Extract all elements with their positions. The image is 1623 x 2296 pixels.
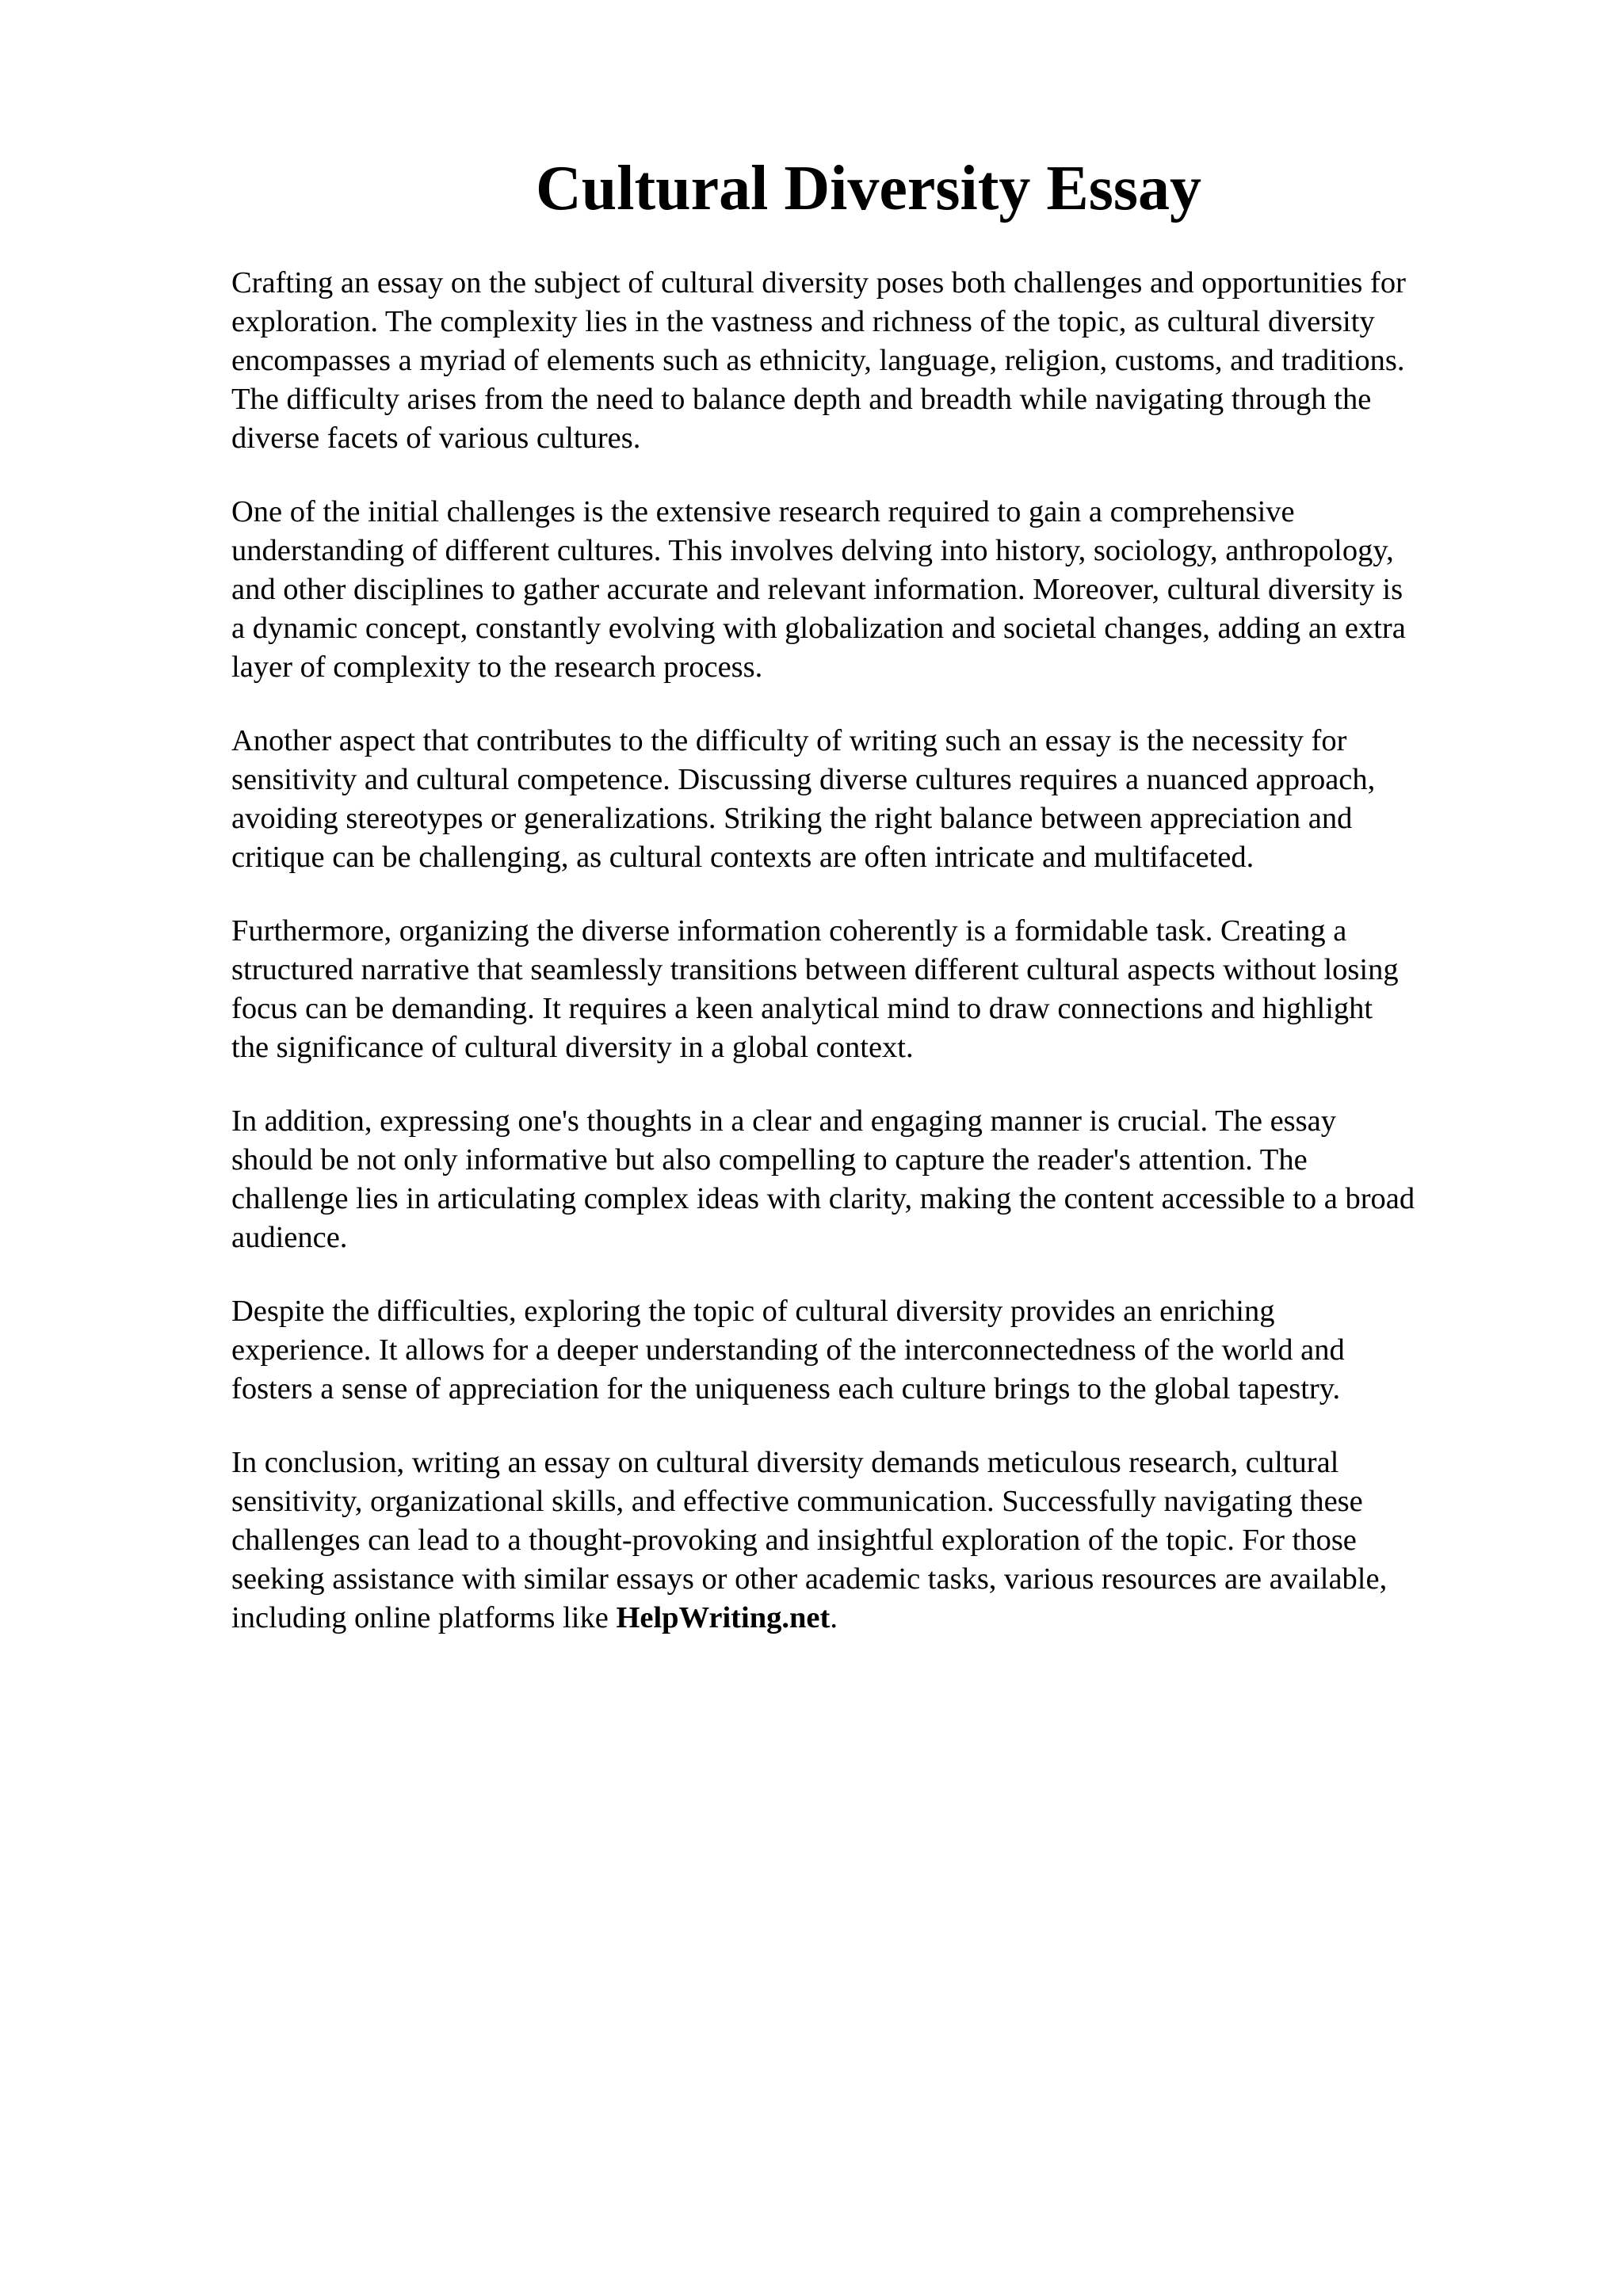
text-line: encompasses a myriad of elements such as ethnicity, language, religion, customs, and traditions.: [231, 344, 1405, 377]
text-line: and other disciplines to gather accurate and relevant information. Moreover, cultural diversity is: [231, 573, 1403, 606]
text-line: should be not only informative but also compelling to capture the reader's attention. The: [231, 1143, 1308, 1177]
paragraph-3: [231, 722, 1515, 877]
text-line: audience.: [231, 1221, 348, 1254]
paragraph-2: [231, 493, 1515, 687]
paragraph-6: [231, 1292, 1515, 1409]
text-line-final: [231, 1599, 1515, 1638]
text-line: sensitivity, organizational skills, and effective communication. Successfully navigating these: [231, 1485, 1363, 1518]
text-line: diverse facets of various cultures.: [231, 421, 641, 455]
paragraph-7: [231, 1444, 1515, 1638]
text-line: seeking assistance with similar essays or other academic tasks, various resources are available,: [231, 1562, 1388, 1596]
text-line: Furthermore, organizing the diverse information coherently is a formidable task. Creating a: [231, 914, 1347, 948]
text-line: critique can be challenging, as cultural contexts are often intricate and multifaceted.: [231, 841, 1254, 874]
text-line: focus can be demanding. It requires a keen analytical mind to draw connections and highlight: [231, 992, 1373, 1025]
text-line: challenges can lead to a thought-provoking and insightful exploration of the topic. For those: [231, 1524, 1357, 1557]
text-line: Despite the difficulties, exploring the topic of cultural diversity provides an enriching: [231, 1295, 1275, 1328]
page-title: Cultural Diversity Essay: [536, 154, 1201, 223]
text-line: The difficulty arises from the need to balance depth and breadth while navigating through the: [231, 383, 1372, 416]
text-line: Crafting an essay on the subject of cultural diversity poses both challenges and opportunities for: [231, 266, 1406, 299]
final-line-prefix: including online platforms like: [231, 1601, 617, 1634]
text-line: Another aspect that contributes to the difficulty of writing such an essay is the necessity for: [231, 724, 1347, 757]
text-line: structured narrative that seamlessly transitions between different cultural aspects without losing: [231, 953, 1399, 986]
text-line: fosters a sense of appreciation for the uniqueness each culture brings to the global tapestry.: [231, 1372, 1341, 1405]
paragraph-1: [231, 264, 1515, 458]
text-line: In addition, expressing one's thoughts in a clear and engaging manner is crucial. The essay: [231, 1104, 1336, 1138]
text-line: understanding of different cultures. This involves delving into history, sociology, anthropology,: [231, 534, 1394, 567]
text-line: avoiding stereotypes or generalizations. Striking the right balance between appreciation and: [231, 802, 1353, 835]
text-line: layer of complexity to the research process.: [231, 650, 763, 684]
paragraph-4: [231, 912, 1515, 1067]
text-line: a dynamic concept, constantly evolving with globalization and societal changes, adding an extra: [231, 612, 1406, 645]
brand-name: HelpWriting.net: [616, 1601, 831, 1634]
text-line: One of the initial challenges is the extensive research required to gain a comprehensive: [231, 495, 1295, 528]
final-line-suffix: .: [830, 1601, 838, 1634]
text-line: exploration. The complexity lies in the vastness and richness of the topic, as cultural diversity: [231, 305, 1375, 338]
text-line: sensitivity and cultural competence. Discussing diverse cultures requires a nuanced approach,: [231, 763, 1376, 796]
text-line: In conclusion, writing an essay on cultural diversity demands meticulous research, cultural: [231, 1446, 1339, 1479]
text-line: challenge lies in articulating complex ideas with clarity, making the content accessible to a broad: [231, 1182, 1415, 1215]
essay-body: [231, 264, 1515, 1672]
text-line: experience. It allows for a deeper understanding of the interconnectedness of the world and: [231, 1333, 1345, 1367]
paragraph-5: [231, 1102, 1515, 1257]
text-line: the significance of cultural diversity in a global context.: [231, 1031, 914, 1064]
